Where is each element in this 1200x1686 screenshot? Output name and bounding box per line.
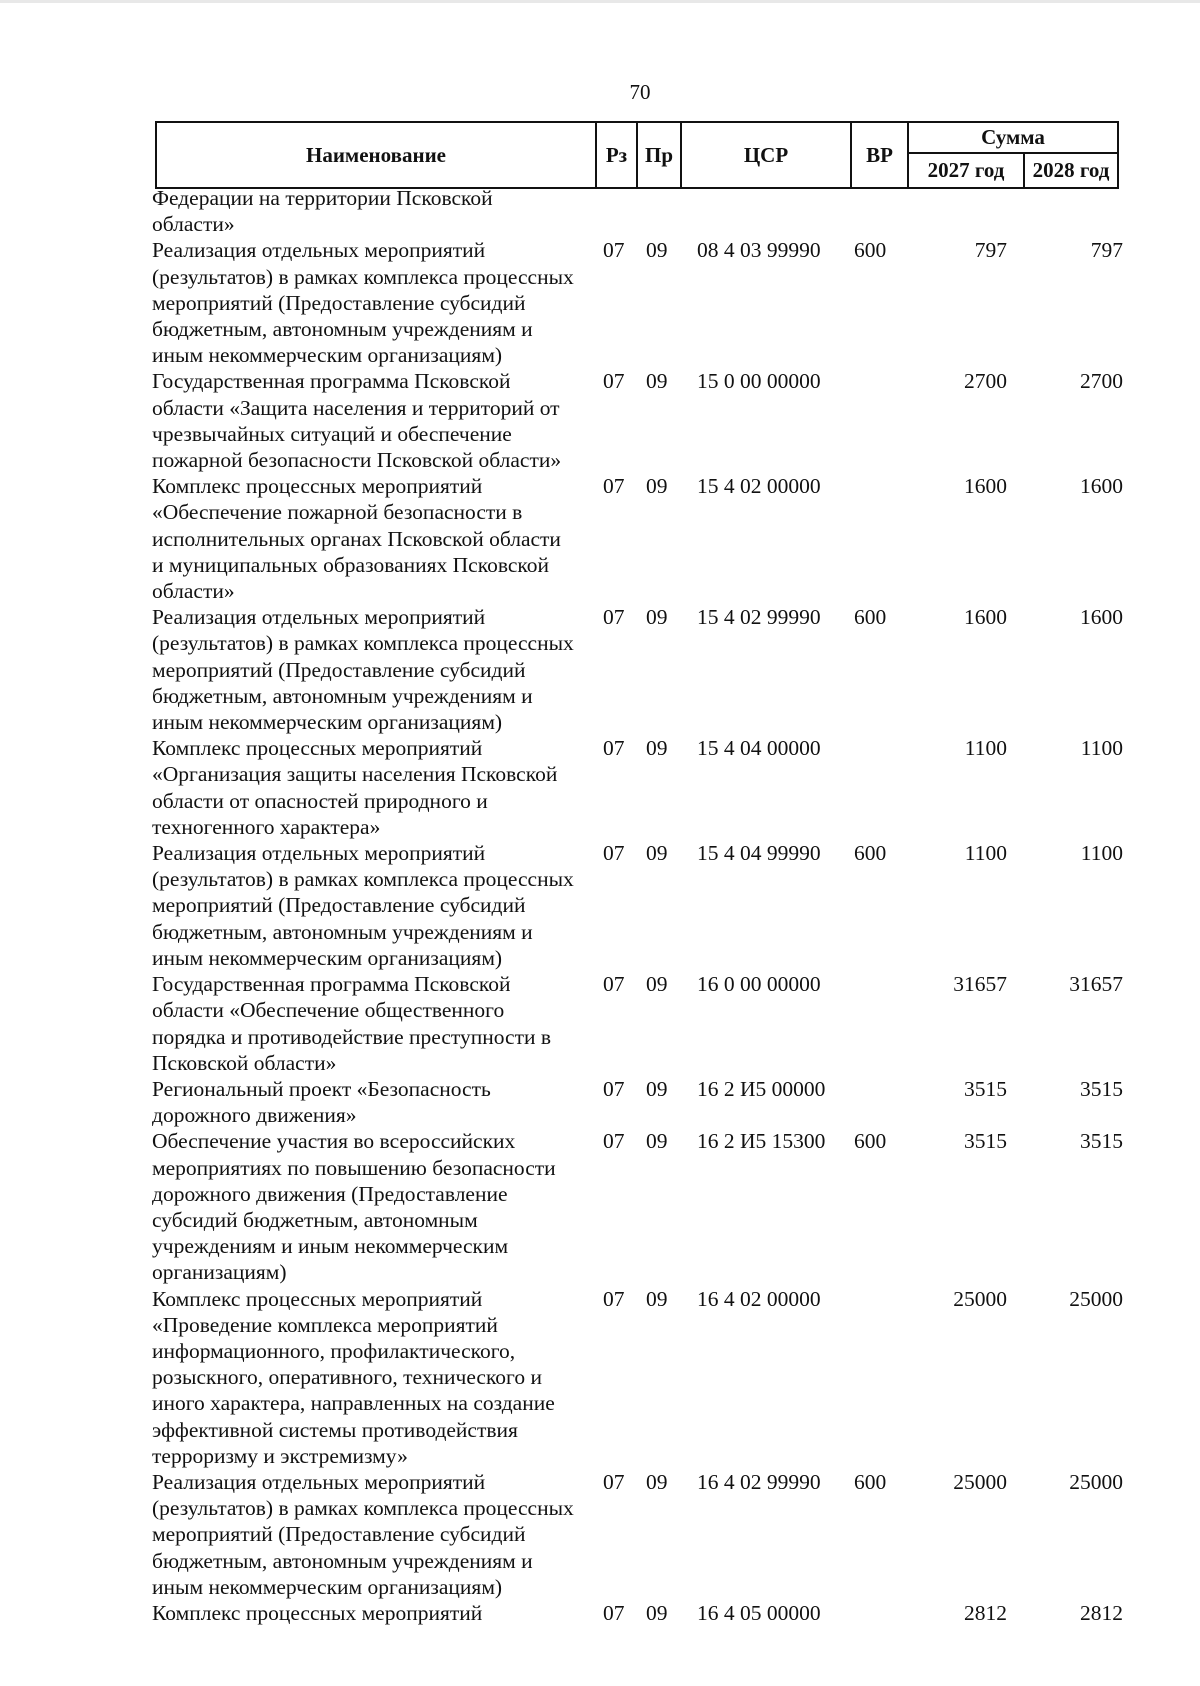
table-row: [0, 473, 1200, 604]
row-name-line: бюджетным, автономным учреждениям и: [152, 919, 533, 944]
row-csr: 15 4 04 99990: [697, 841, 821, 866]
row-name-line: пожарной безопасности Псковской области»: [152, 448, 562, 473]
row-name-line: мероприятиях по повышению безопасности: [152, 1155, 556, 1180]
header-name: Наименование: [306, 142, 446, 167]
scan-edge: [0, 0, 1200, 3]
table-row: [0, 735, 1200, 840]
row-sum-2028: 31657: [1069, 972, 1123, 997]
table-body: [0, 185, 1200, 1626]
row-sum-2028: 25000: [1069, 1469, 1123, 1494]
row-name: [152, 1076, 597, 1128]
row-sum-2028: 1600: [1080, 605, 1123, 630]
row-name-line: Комплекс процессных мероприятий: [152, 474, 483, 499]
row-name-line: техногенного характера»: [152, 814, 381, 839]
row-pr: 09: [646, 474, 668, 499]
row-sum-2028: 1100: [1080, 736, 1123, 761]
table-row: [0, 237, 1200, 368]
table-row: [0, 604, 1200, 735]
page-number: 70: [629, 80, 651, 104]
row-csr: 16 0 00 00000: [697, 972, 821, 997]
row-name-line: Псковской области»: [152, 1050, 337, 1075]
row-pr: 09: [646, 1469, 668, 1494]
row-name-line: мероприятий (Предоставление субсидий: [152, 893, 526, 918]
row-sum-2028: 2700: [1080, 369, 1123, 394]
row-pr: 09: [646, 841, 668, 866]
row-rz: 07: [603, 605, 625, 630]
row-name-line: Реализация отдельных мероприятий: [152, 238, 486, 263]
row-sum-2027: 797: [974, 238, 1007, 263]
row-vr: 600: [854, 1129, 887, 1154]
table-row: [0, 1469, 1200, 1600]
row-name-line: дорожного движения»: [152, 1103, 357, 1128]
row-name-line: (результатов) в рамках комплекса процессных: [152, 1496, 574, 1521]
row-name-line: бюджетным, автономным учреждениям и: [152, 317, 533, 342]
row-sum-2028: 3515: [1080, 1076, 1123, 1101]
row-name-line: и муниципальных образованиях Псковской: [152, 552, 549, 577]
row-name: [152, 368, 597, 473]
row-name-line: порядка и противодействие преступности в: [152, 1024, 552, 1049]
row-name-line: области»: [152, 579, 235, 604]
row-name-line: Комплекс процессных мероприятий: [152, 1600, 483, 1625]
row-name: [152, 1128, 597, 1285]
header-csr: ЦСР: [743, 142, 789, 167]
row-sum-2027: 1600: [964, 474, 1007, 499]
row-name-line: розыскного, оперативного, технического и: [152, 1365, 542, 1390]
row-rz: 07: [603, 1286, 625, 1311]
row-pr: 09: [646, 238, 668, 263]
row-name-line: Государственная программа Псковской: [152, 369, 511, 394]
table-row: [0, 1128, 1200, 1285]
row-name: [152, 1469, 597, 1600]
row-name-line: иным некоммерческим организациям): [152, 945, 503, 970]
row-name-line: Реализация отдельных мероприятий: [152, 841, 486, 866]
row-name: [152, 971, 597, 1076]
row-name-line: (результатов) в рамках комплекса процессных: [152, 867, 574, 892]
row-name: [152, 1600, 597, 1626]
table-row: [0, 1600, 1200, 1626]
row-name-line: области от опасностей природного и: [152, 788, 488, 813]
row-sum-2027: 1600: [964, 605, 1007, 630]
row-pr: 09: [646, 1286, 668, 1311]
row-name-line: Региональный проект «Безопасность: [152, 1076, 491, 1101]
row-rz: 07: [603, 841, 625, 866]
row-csr: 15 4 04 00000: [697, 736, 821, 761]
row-name: [152, 473, 597, 604]
row-sum-2028: 1600: [1080, 474, 1123, 499]
row-name-line: области»: [152, 212, 235, 237]
table-row: [0, 1286, 1200, 1469]
row-name-line: учреждениям и иным некоммерческим: [152, 1234, 509, 1259]
row-csr: 16 4 02 99990: [697, 1469, 821, 1494]
header-sum: Сумма: [981, 125, 1045, 149]
row-rz: 07: [603, 1469, 625, 1494]
row-name-line: (результатов) в рамках комплекса процессных: [152, 264, 574, 289]
table-row: [0, 840, 1200, 971]
row-csr: 16 4 02 00000: [697, 1286, 821, 1311]
row-name-line: (результатов) в рамках комплекса процессных: [152, 631, 574, 656]
row-csr: 16 2 И5 00000: [697, 1076, 826, 1101]
row-pr: 09: [646, 369, 668, 394]
row-name-line: Комплекс процессных мероприятий: [152, 1286, 483, 1311]
row-name-line: мероприятий (Предоставление субсидий: [152, 290, 526, 315]
row-sum-2027: 25000: [953, 1469, 1007, 1494]
row-rz: 07: [603, 369, 625, 394]
row-csr: 16 2 И5 15300: [697, 1129, 826, 1154]
row-sum-2027: 2700: [964, 369, 1007, 394]
header-rz: Рз: [605, 142, 628, 167]
row-name-line: «Проведение комплекса мероприятий: [152, 1312, 498, 1337]
row-rz: 07: [603, 474, 625, 499]
row-name-line: иным некоммерческим организациям): [152, 1574, 503, 1599]
row-name-line: Реализация отдельных мероприятий: [152, 605, 486, 630]
row-name-line: субсидий бюджетным, автономным: [152, 1207, 478, 1232]
row-vr: 600: [854, 1469, 887, 1494]
row-rz: 07: [603, 972, 625, 997]
row-csr: 16 4 05 00000: [697, 1600, 821, 1625]
table-row: [0, 185, 1200, 237]
row-vr: 600: [854, 841, 887, 866]
row-name-line: Реализация отдельных мероприятий: [152, 1469, 486, 1494]
row-sum-2027: 25000: [953, 1286, 1007, 1311]
row-sum-2027: 1100: [964, 841, 1007, 866]
header-year-2027: 2027 год: [927, 158, 1005, 182]
row-name-line: Государственная программа Псковской: [152, 972, 511, 997]
table-row: [0, 971, 1200, 1076]
row-name-line: Обеспечение участия во всероссийских: [152, 1129, 516, 1154]
row-name-line: Комплекс процессных мероприятий: [152, 736, 483, 761]
row-rz: 07: [603, 1129, 625, 1154]
row-name-line: области «Защита населения и территорий от: [152, 395, 560, 420]
row-name: [152, 735, 597, 840]
row-name-line: дорожного движения (Предоставление: [152, 1181, 508, 1206]
row-pr: 09: [646, 1076, 668, 1101]
header-pr: Пр: [644, 142, 673, 167]
row-name-line: иным некоммерческим организациям): [152, 710, 503, 735]
row-vr: 600: [854, 605, 887, 630]
row-pr: 09: [646, 972, 668, 997]
row-name: [152, 1286, 597, 1469]
row-name-line: «Обеспечение пожарной безопасности в: [152, 500, 523, 525]
row-sum-2027: 3515: [964, 1076, 1007, 1101]
table-row: [0, 368, 1200, 473]
row-name-line: мероприятий (Предоставление субсидий: [152, 657, 526, 682]
row-name-line: исполнительных органах Псковской области: [152, 526, 561, 551]
table-row: [0, 1076, 1200, 1128]
row-vr: 600: [854, 238, 887, 263]
row-name: [152, 237, 597, 368]
row-name-line: Федерации на территории Псковской: [152, 186, 493, 210]
row-name: [152, 840, 597, 971]
row-name-line: организациям): [152, 1260, 287, 1285]
row-name-line: «Организация защиты населения Псковской: [152, 762, 558, 787]
row-name: [152, 604, 597, 735]
row-csr: 08 4 03 99990: [697, 238, 821, 263]
row-sum-2027: 2812: [964, 1600, 1007, 1625]
row-pr: 09: [646, 1600, 668, 1625]
row-sum-2028: 3515: [1080, 1129, 1123, 1154]
row-name-line: мероприятий (Предоставление субсидий: [152, 1522, 526, 1547]
header-vr: ВР: [866, 142, 893, 167]
row-sum-2027: 3515: [964, 1129, 1007, 1154]
row-rz: 07: [603, 238, 625, 263]
row-name-line: иного характера, направленных на создание: [152, 1391, 555, 1416]
row-csr: 15 0 00 00000: [697, 369, 821, 394]
row-rz: 07: [603, 736, 625, 761]
row-rz: 07: [603, 1076, 625, 1101]
row-sum-2028: 2812: [1080, 1600, 1123, 1625]
row-pr: 09: [646, 605, 668, 630]
row-name-line: бюджетным, автономным учреждениям и: [152, 1548, 533, 1573]
row-rz: 07: [603, 1600, 625, 1625]
header-year-2028: 2028 год: [1032, 158, 1110, 182]
row-sum-2028: 25000: [1069, 1286, 1123, 1311]
row-name: [152, 185, 597, 237]
row-name-line: терроризму и экстремизму»: [152, 1443, 408, 1468]
row-csr: 15 4 02 99990: [697, 605, 821, 630]
row-sum-2028: 1100: [1080, 841, 1123, 866]
row-sum-2027: 31657: [953, 972, 1007, 997]
row-name-line: эффективной системы противодействия: [152, 1417, 518, 1442]
row-csr: 15 4 02 00000: [697, 474, 821, 499]
row-name-line: иным некоммерческим организациям): [152, 343, 503, 368]
row-pr: 09: [646, 1129, 668, 1154]
table-header: [155, 121, 1119, 189]
row-name-line: бюджетным, автономным учреждениям и: [152, 683, 533, 708]
row-name-line: области «Обеспечение общественного: [152, 998, 505, 1023]
row-sum-2028: 797: [1090, 238, 1123, 263]
row-sum-2027: 1100: [964, 736, 1007, 761]
row-pr: 09: [646, 736, 668, 761]
row-name-line: информационного, профилактического,: [152, 1338, 516, 1363]
row-name-line: чрезвычайных ситуаций и обеспечение: [152, 421, 512, 446]
